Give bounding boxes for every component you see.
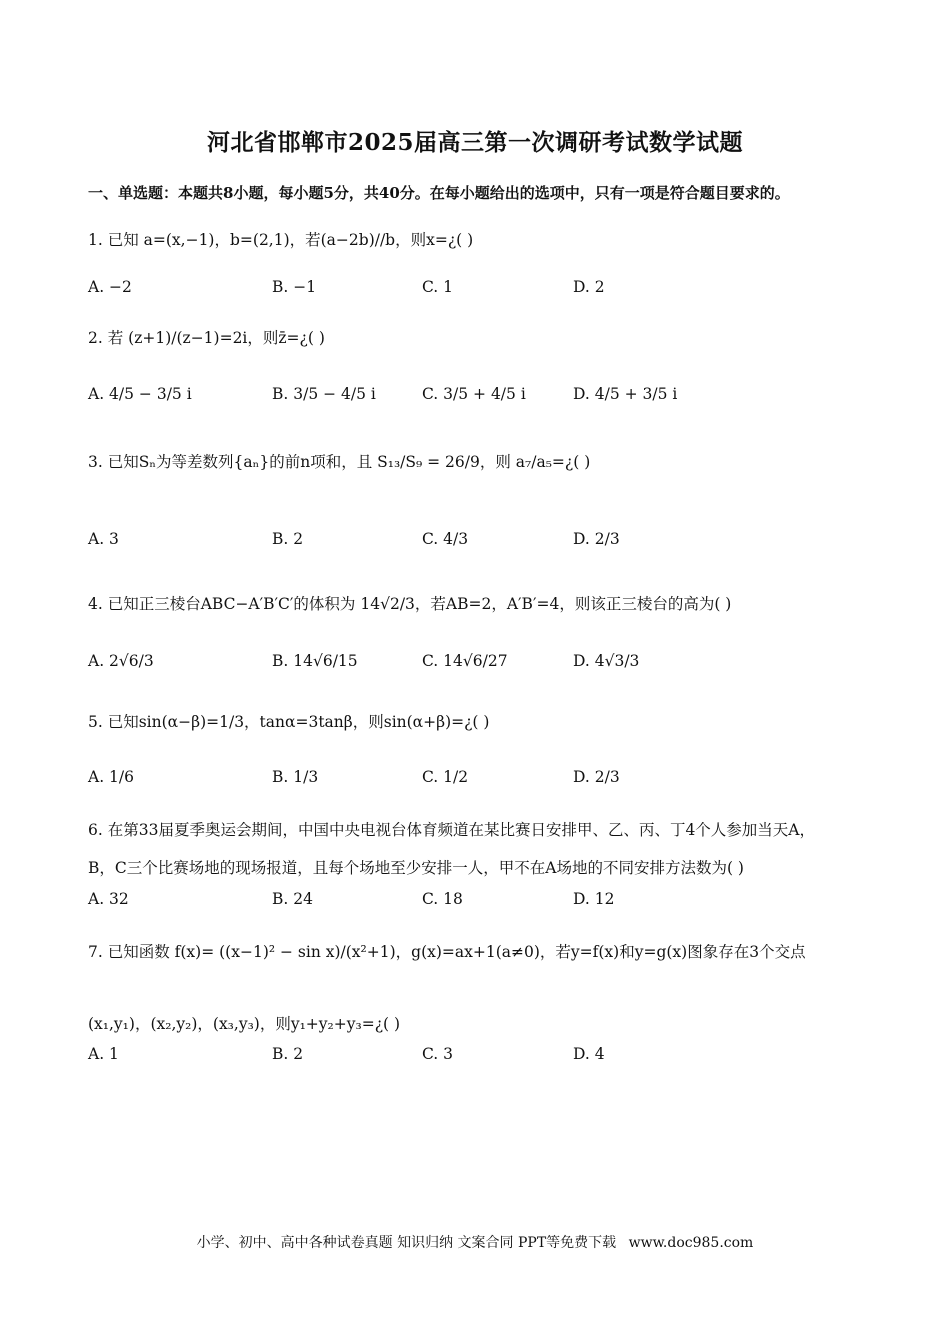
q6-option-d: D. 12 bbox=[573, 890, 615, 908]
section-heading: 一、单选题：本题共8小题，每小题5分，共40分。在每小题给出的选项中，只有一项是符合题目要求的。 bbox=[88, 184, 790, 202]
q4-option-b: B. 14√6/15 bbox=[272, 652, 358, 670]
question-3-stem: 3. 已知Sₙ为等差数列{aₙ}的前n项和，且 S₁₃/S₉ = 26/9，则 a₇/a₅=¿( ) bbox=[88, 453, 591, 471]
q7-option-a: A. 1 bbox=[88, 1045, 119, 1063]
q3-option-d: D. 2/3 bbox=[573, 530, 620, 548]
question-1-text: 1. 已知 a=(x,−1)，b=(2,1)，若(a−2b)//b，则x=¿( ) bbox=[88, 231, 474, 249]
q6-option-c: C. 18 bbox=[422, 890, 463, 908]
q2-option-d: D. 4/5 + 3/5 i bbox=[573, 385, 678, 403]
question-2-stem: 2. 若 (z+1)/(z−1)=2i，则z̄=¿( ) bbox=[88, 329, 325, 347]
q3-option-c: C. 4/3 bbox=[422, 530, 469, 548]
question-1-stem bbox=[88, 228, 473, 250]
q4-option-d: D. 4√3/3 bbox=[573, 652, 640, 670]
q2-option-c: C. 3/5 + 4/5 i bbox=[422, 385, 526, 403]
question-6-stem-line2: B，C三个比赛场地的现场报道，且每个场地至少安排一人，甲不在A场地的不同安排方法数为( ) bbox=[88, 859, 744, 877]
q7-option-c: C. 3 bbox=[422, 1045, 454, 1063]
q5-option-b: B. 1/3 bbox=[272, 768, 319, 786]
q1-option-b: B. −1 bbox=[272, 278, 317, 296]
question-5-stem: 5. 已知sin(α−β)=1/3，tanα=3tanβ，则sin(α+β)=¿( ) bbox=[88, 713, 490, 731]
question-4-stem: 4. 已知正三棱台ABC−A′B′C′的体积为 14√2/3，若AB=2，A′B′=4，则该正三棱台的高为( ) bbox=[88, 595, 732, 613]
q1-option-d: D. 2 bbox=[573, 278, 605, 296]
q4-option-c: C. 14√6/27 bbox=[422, 652, 508, 670]
question-7-stem-line2: (x₁,y₁)，(x₂,y₂)，(x₃,y₃)，则y₁+y₂+y₃=¿( ) bbox=[88, 1015, 401, 1033]
q6-option-b: B. 24 bbox=[272, 890, 313, 908]
footer-website-link[interactable]: www.doc985.com bbox=[628, 1235, 754, 1251]
q5-option-c: C. 1/2 bbox=[422, 768, 469, 786]
q1-option-a: A. −2 bbox=[88, 278, 132, 296]
footer-promo-text: 小学、初中、高中各种试卷真题 知识归纳 文案合同 PPT等免费下载 bbox=[196, 1235, 617, 1251]
q2-option-b: B. 3/5 − 4/5 i bbox=[272, 385, 376, 403]
question-7-stem-line1: 7. 已知函数 f(x)= ((x−1)² − sin x)/(x²+1)，g(x)=ax+1(a≠0)，若y=f(x)和y=g(x)图象存在3个交点 bbox=[88, 943, 806, 961]
q3-option-a: A. 3 bbox=[88, 530, 119, 548]
q7-option-b: B. 2 bbox=[272, 1045, 304, 1063]
q6-option-a: A. 32 bbox=[88, 890, 129, 908]
q7-option-d: D. 4 bbox=[573, 1045, 605, 1063]
q5-option-a: A. 1/6 bbox=[88, 768, 134, 786]
q1-option-c: C. 1 bbox=[422, 278, 454, 296]
question-6-stem-line1: 6. 在第33届夏季奥运会期间，中国中央电视台体育频道在某比赛日安排甲、乙、丙、丁4个人参加当天A， bbox=[88, 821, 815, 839]
page-title: 河北省邯郸市2025届高三第一次调研考试数学试题 bbox=[206, 129, 743, 156]
q3-option-b: B. 2 bbox=[272, 530, 304, 548]
q2-option-a: A. 4/5 − 3/5 i bbox=[88, 385, 192, 403]
q5-option-d: D. 2/3 bbox=[573, 768, 620, 786]
q4-option-a: A. 2√6/3 bbox=[88, 652, 154, 670]
page-footer bbox=[0, 1232, 950, 1252]
